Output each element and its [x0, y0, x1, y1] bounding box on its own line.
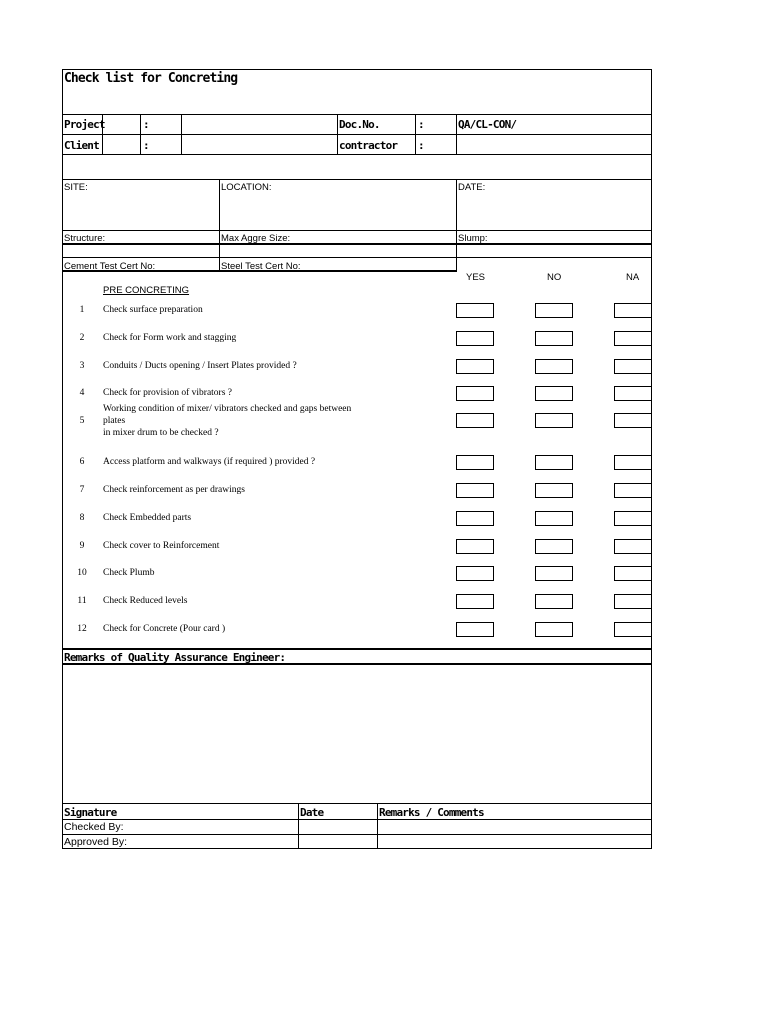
doc-no-colon: : — [418, 118, 424, 131]
item-number: 7 — [79, 485, 85, 495]
project-colon: : — [143, 118, 149, 131]
no-checkbox[interactable] — [535, 594, 573, 609]
item-text: Check surface preparation — [103, 305, 203, 315]
na-checkbox[interactable] — [614, 303, 652, 318]
max-aggre-size-label: Max Aggre Size: — [221, 233, 291, 244]
yes-checkbox[interactable] — [456, 511, 494, 526]
date-label: DATE: — [458, 182, 486, 193]
na-checkbox[interactable] — [614, 331, 652, 346]
item-text: Check reinforcement as per drawings — [103, 485, 245, 495]
yes-checkbox[interactable] — [456, 331, 494, 346]
item-number: 11 — [77, 596, 87, 606]
item-text: Access platform and walkways (if required ) provided ? — [103, 457, 316, 467]
yes-checkbox[interactable] — [456, 566, 494, 581]
remarks-label: Remarks of Quality Assurance Engineer: — [64, 651, 286, 664]
remarks-area[interactable] — [64, 667, 650, 801]
date-header: Date — [300, 806, 324, 819]
no-checkbox[interactable] — [535, 566, 573, 581]
no-checkbox[interactable] — [535, 413, 573, 428]
page-title: Check list for Concreting — [64, 71, 238, 86]
no-checkbox[interactable] — [535, 359, 573, 374]
no-checkbox[interactable] — [535, 483, 573, 498]
yes-checkbox[interactable] — [456, 303, 494, 318]
client-label: Client — [64, 139, 99, 152]
remarks-comments-header: Remarks / Comments — [379, 806, 484, 819]
slump-label: Slump: — [458, 233, 488, 244]
na-checkbox[interactable] — [614, 594, 652, 609]
item-number: 10 — [77, 568, 87, 578]
doc-no-label: Doc.No. — [339, 118, 380, 131]
client-field[interactable] — [183, 135, 335, 153]
structure-label: Structure: — [64, 233, 106, 244]
item-text: Check Plumb — [103, 568, 155, 578]
na-checkbox[interactable] — [614, 539, 652, 554]
item-text: Check for Concrete (Pour card ) — [103, 624, 226, 634]
approved-by-label: Approved By: — [64, 836, 128, 848]
contractor-label: contractor — [339, 139, 398, 152]
item-text: Check Reduced levels — [103, 596, 188, 606]
no-checkbox[interactable] — [535, 511, 573, 526]
doc-no-value[interactable]: QA/CL-CON/ — [458, 118, 517, 131]
project-field[interactable] — [183, 115, 335, 133]
signature-header: Signature — [64, 806, 117, 819]
item-text: Check cover to Reinforcement — [103, 541, 220, 551]
item-text: Check Embedded parts — [103, 513, 192, 523]
contractor-field[interactable] — [458, 135, 650, 153]
location-label: LOCATION: — [221, 182, 272, 193]
item-number: 6 — [79, 457, 85, 467]
na-checkbox[interactable] — [614, 483, 652, 498]
yes-checkbox[interactable] — [456, 413, 494, 428]
item-number: 1 — [79, 305, 85, 315]
no-checkbox[interactable] — [535, 622, 573, 637]
no-checkbox[interactable] — [535, 331, 573, 346]
item-number: 12 — [77, 624, 87, 634]
item-text-line-2: plates — [103, 416, 126, 426]
section-title: PRE CONCRETING — [103, 285, 190, 296]
item-number: 5 — [79, 416, 85, 426]
na-checkbox[interactable] — [614, 622, 652, 637]
item-number: 4 — [79, 388, 85, 398]
yes-checkbox[interactable] — [456, 455, 494, 470]
no-checkbox[interactable] — [535, 455, 573, 470]
contractor-colon: : — [418, 139, 424, 152]
yes-checkbox[interactable] — [456, 386, 494, 401]
yes-checkbox[interactable] — [456, 622, 494, 637]
item-number: 3 — [79, 361, 85, 371]
na-checkbox[interactable] — [614, 566, 652, 581]
column-yes: YES — [466, 272, 486, 283]
na-checkbox[interactable] — [614, 386, 652, 401]
no-checkbox[interactable] — [535, 303, 573, 318]
na-checkbox[interactable] — [614, 359, 652, 374]
item-text: Conduits / Ducts opening / Insert Plates provided ? — [103, 361, 297, 371]
item-text-line-1: Working condition of mixer/ vibrators checked and gaps between — [103, 404, 352, 414]
item-text: Check for provision of vibrators ? — [103, 388, 233, 398]
yes-checkbox[interactable] — [456, 483, 494, 498]
item-number: 8 — [79, 513, 85, 523]
yes-checkbox[interactable] — [456, 359, 494, 374]
cement-test-cert-label: Cement Test Cert No: — [64, 261, 156, 272]
item-number: 9 — [79, 541, 85, 551]
na-checkbox[interactable] — [614, 455, 652, 470]
na-checkbox[interactable] — [614, 511, 652, 526]
item-number: 2 — [79, 333, 85, 343]
column-na: NA — [626, 272, 640, 283]
na-checkbox[interactable] — [614, 413, 652, 428]
steel-test-cert-label: Steel Test Cert No: — [221, 261, 301, 272]
site-label: SITE: — [64, 182, 88, 193]
no-checkbox[interactable] — [535, 539, 573, 554]
yes-checkbox[interactable] — [456, 539, 494, 554]
column-no: NO — [547, 272, 562, 283]
yes-checkbox[interactable] — [456, 594, 494, 609]
checked-by-label: Checked By: — [64, 821, 124, 833]
item-text: Check for Form work and stagging — [103, 333, 237, 343]
item-text-line-3: in mixer drum to be checked ? — [103, 428, 219, 438]
client-colon: : — [143, 139, 149, 152]
no-checkbox[interactable] — [535, 386, 573, 401]
project-label: Project — [64, 118, 105, 131]
